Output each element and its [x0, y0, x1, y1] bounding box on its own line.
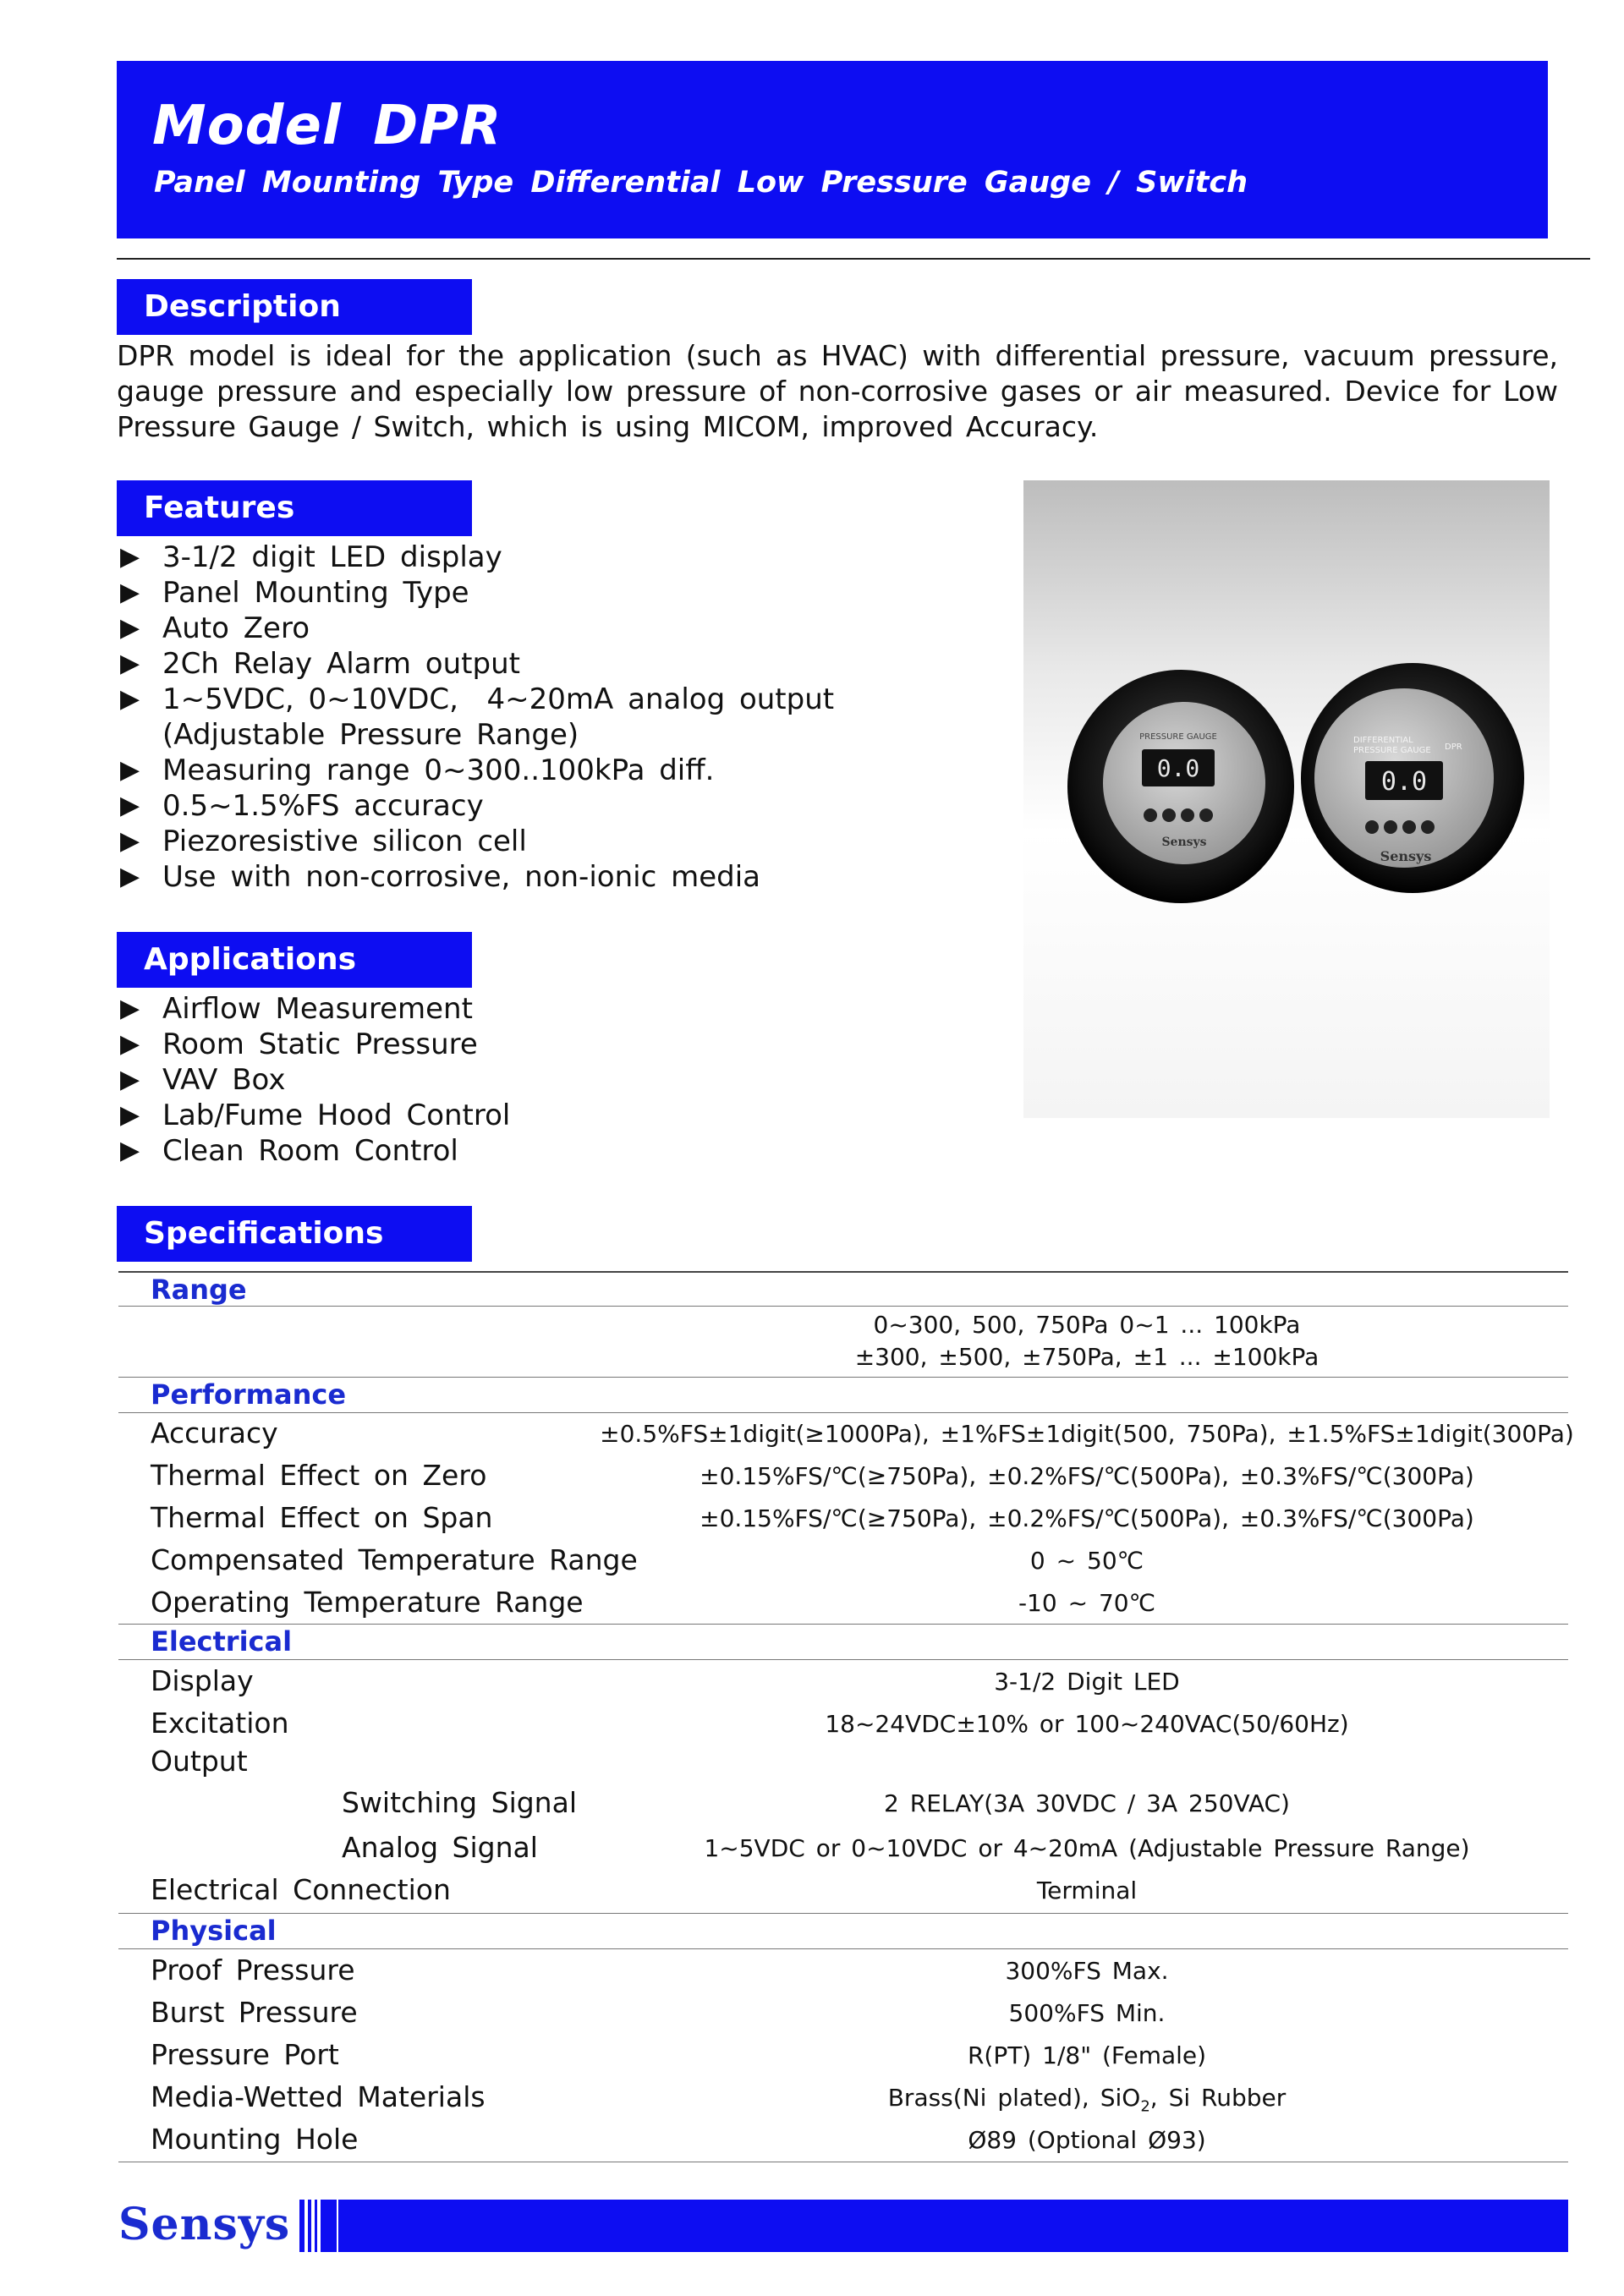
title-banner: [117, 61, 1548, 238]
spec-label: Thermal Effect on Zero: [151, 1459, 487, 1492]
table-divider: [118, 1659, 1568, 1660]
spec-label: Electrical Connection: [151, 1873, 451, 1906]
list-item: ▶ VAV Box: [120, 1063, 286, 1097]
spec-label: Proof Pressure: [151, 1954, 355, 1986]
bullet-triangle-icon: ▶: [120, 1065, 140, 1094]
spec-value: 300%FS Max.: [1005, 1957, 1169, 1985]
spec-label: Pressure Port: [151, 2038, 339, 2071]
spec-label: Excitation: [151, 1707, 289, 1740]
range-value-2: ±300, ±500, ±750Pa, ±1 ... ±100kPa: [854, 1343, 1320, 1371]
product-photo: [1023, 480, 1550, 1118]
table-divider: [118, 1412, 1568, 1413]
header-divider: [117, 258, 1590, 260]
spec-label: Compensated Temperature Range: [151, 1543, 638, 1576]
bullet-triangle-icon: ▶: [120, 1029, 140, 1059]
list-item: ▶ Panel Mounting Type: [120, 576, 469, 610]
footer-logo: Sensys: [118, 2199, 291, 2250]
spec-value: 2 RELAY(3A 30VDC / 3A 250VAC): [884, 1789, 1290, 1817]
list-item: ▶ Airflow Measurement: [120, 992, 473, 1026]
list-item: ▶ 2Ch Relay Alarm output: [120, 647, 520, 681]
list-item: ▶ Room Static Pressure: [120, 1027, 478, 1061]
spec-value: ±0.15%FS/℃(≥750Pa), ±0.2%FS/℃(500Pa), ±0.3%FS/℃(300Pa): [700, 1462, 1474, 1490]
description-heading: Description: [117, 279, 472, 335]
table-divider: [118, 1306, 1568, 1307]
features-list: [120, 540, 834, 895]
list-item: ▶ Use with non-corrosive, non-ionic media: [120, 860, 760, 894]
page-title: Model DPR: [152, 95, 502, 157]
right-gauge-display: 0.0: [1380, 767, 1428, 797]
spec-value: Terminal: [1036, 1877, 1138, 1904]
description-text: DPR model is ideal for the application (such as HVAC) with differential pressure, vacuum pressure, gauge pressure and especially low pressure of non-corrosive gases or air measured. Device for Low Pressure Gauge / Switch, which is using MICOM, improved Accuracy.: [117, 339, 1558, 443]
spec-value: ±0.15%FS/℃(≥750Pa), ±0.2%FS/℃(500Pa), ±0.3%FS/℃(300Pa): [700, 1504, 1474, 1532]
spec-category-range: Range: [151, 1274, 247, 1306]
bullet-triangle-icon: ▶: [120, 862, 140, 891]
table-divider: [118, 1913, 1568, 1914]
bullet-triangle-icon: ▶: [120, 613, 140, 643]
right-gauge-brand: Sensys: [1380, 848, 1432, 864]
list-item: ▶ Lab/Fume Hood Control: [120, 1099, 511, 1132]
spec-value: 0 ~ 50℃: [1029, 1547, 1144, 1575]
spec-category-performance: Performance: [151, 1378, 347, 1411]
bullet-triangle-icon: ▶: [120, 542, 140, 572]
list-item: ▶ Measuring range 0~300..100kPa diff.: [120, 753, 715, 787]
left-gauge-label: PRESSURE GAUGE: [1139, 732, 1217, 742]
list-item: ▶ 0.5~1.5%FS accuracy: [120, 789, 484, 823]
spec-label: Burst Pressure: [151, 1996, 358, 2029]
bullet-triangle-icon: ▶: [120, 994, 140, 1023]
list-item-continuation: (Adjustable Pressure Range): [162, 718, 579, 752]
bullet-triangle-icon: ▶: [120, 1100, 140, 1130]
spec-value: -10 ~ 70℃: [1018, 1589, 1156, 1617]
spec-label: Mounting Hole: [151, 2123, 359, 2156]
list-item: ▶ Piezoresistive silicon cell: [120, 825, 527, 858]
footer-band: [338, 2200, 1568, 2252]
list-item: ▶ Auto Zero: [120, 611, 310, 645]
right-gauge-label-2: PRESSURE GAUGE: [1353, 746, 1431, 755]
bullet-triangle-icon: ▶: [120, 649, 140, 678]
spec-value: Ø89 (Optional Ø93): [968, 2126, 1206, 2154]
spec-label: Output: [151, 1745, 248, 1778]
spec-value: 3-1/2 Digit LED: [994, 1668, 1180, 1696]
applications-list: [120, 991, 510, 1169]
right-gauge-label-1: DIFFERENTIAL: [1353, 736, 1413, 745]
specifications-heading: Specifications: [117, 1206, 472, 1262]
spec-label: Media-Wetted Materials: [151, 2080, 486, 2113]
table-divider: [118, 1948, 1568, 1949]
bullet-triangle-icon: ▶: [120, 578, 140, 607]
spec-value: 18~24VDC±10% or 100~240VAC(50/60Hz): [825, 1710, 1349, 1738]
left-gauge-display: 0.0: [1156, 754, 1200, 782]
list-item: ▶ 1~5VDC, 0~10VDC, 4~20mA analog output: [120, 682, 835, 716]
table-divider: [118, 1624, 1568, 1625]
bullet-triangle-icon: ▶: [120, 1136, 140, 1165]
spec-category-physical: Physical: [151, 1915, 277, 1947]
spec-value: ±0.5%FS±1digit(≥1000Pa), ±1%FS±1digit(500, 750Pa), ±1.5%FS±1digit(300Pa): [600, 1420, 1574, 1448]
spec-value: Brass(Ni plated), SiO$_2$, Si Rubber: [887, 2084, 1287, 2116]
spec-label: Display: [151, 1664, 254, 1697]
pressure-gauge-illustration: [1023, 480, 1550, 1118]
left-gauge-brand: Sensys: [1161, 836, 1207, 849]
bullet-triangle-icon: ▶: [120, 755, 140, 785]
applications-heading: Applications: [117, 932, 472, 988]
list-item: ▶ 3-1/2 digit LED display: [120, 540, 502, 574]
spec-label: Thermal Effect on Span: [151, 1501, 493, 1534]
spec-value: 500%FS Min.: [1008, 1999, 1166, 2027]
spec-sublabel: Switching Signal: [342, 1786, 577, 1819]
table-divider: [118, 1271, 1568, 1273]
bullet-triangle-icon: ▶: [120, 791, 140, 820]
bullet-triangle-icon: ▶: [120, 684, 140, 714]
spec-value: R(PT) 1/8" (Female): [967, 2041, 1207, 2069]
spec-sublabel: Analog Signal: [342, 1831, 538, 1864]
spec-label: Operating Temperature Range: [151, 1586, 584, 1619]
range-value-1: 0~300, 500, 750Pa 0~1 ... 100kPa: [873, 1311, 1301, 1339]
table-divider: [118, 1377, 1568, 1378]
spec-label: Accuracy: [151, 1417, 278, 1449]
spec-category-electrical: Electrical: [151, 1625, 293, 1658]
features-heading: Features: [117, 480, 472, 536]
footer-bars-icon: [298, 2200, 337, 2252]
page-subtitle: Panel Mounting Type Differential Low Pressure Gauge / Switch: [154, 166, 1248, 200]
right-gauge-model: DPR: [1445, 743, 1462, 752]
list-item: ▶ Clean Room Control: [120, 1134, 458, 1168]
spec-value: 1~5VDC or 0~10VDC or 4~20mA (Adjustable Pressure Range): [704, 1834, 1470, 1862]
bullet-triangle-icon: ▶: [120, 826, 140, 856]
